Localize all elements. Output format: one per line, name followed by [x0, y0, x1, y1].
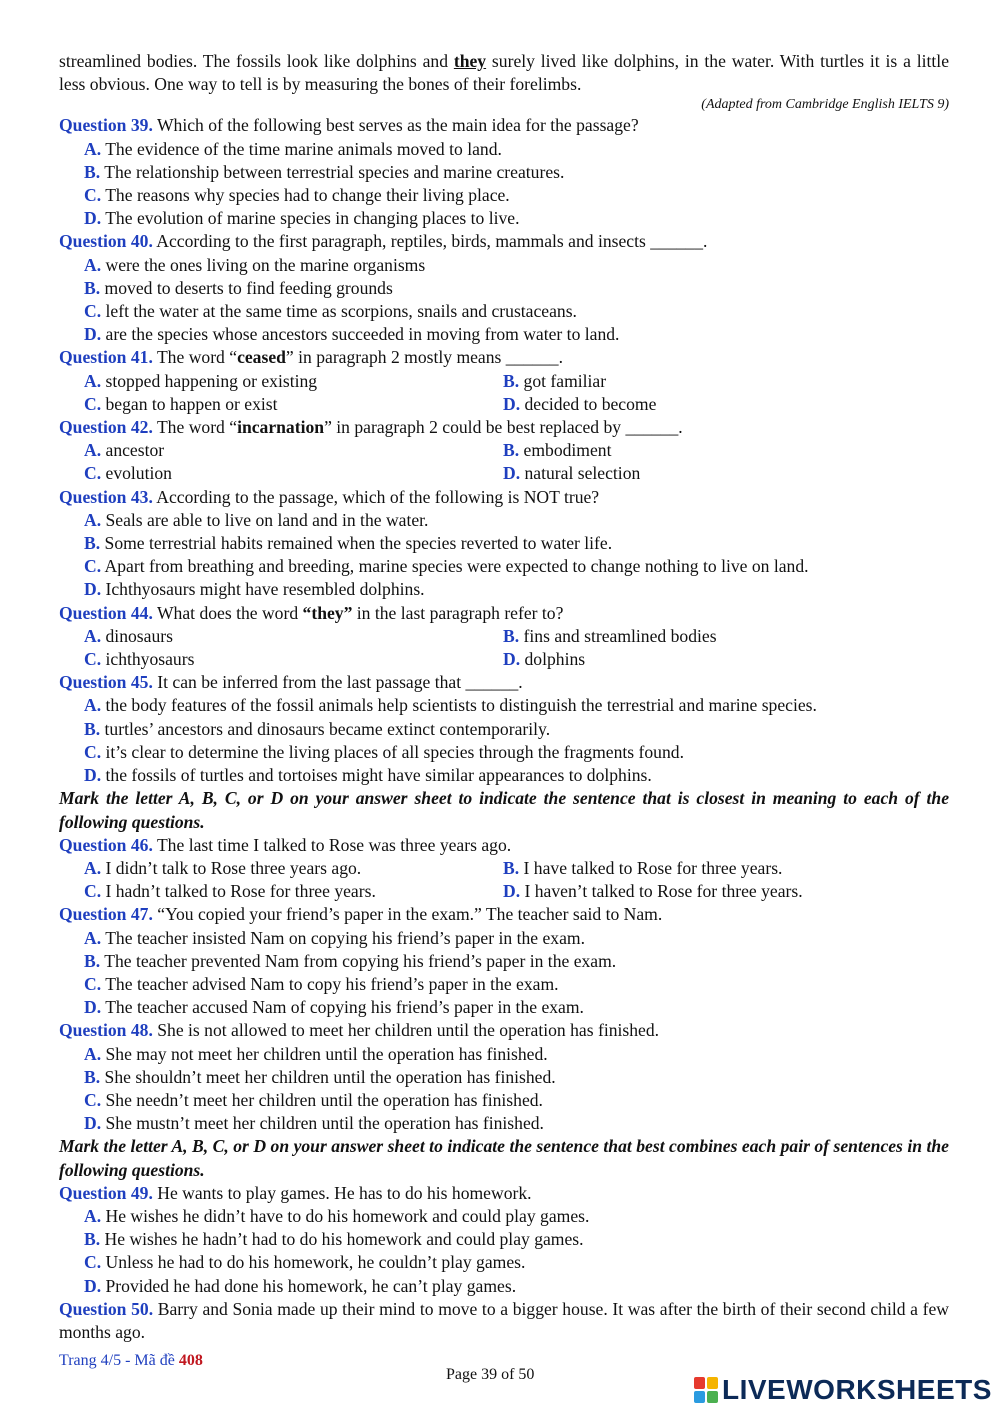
- option-letter: A.: [84, 509, 102, 530]
- question-group-combine: [59, 1182, 949, 1298]
- option-letter: B.: [503, 440, 520, 461]
- answer-option[interactable]: [59, 764, 949, 787]
- answer-option[interactable]: [59, 1043, 949, 1066]
- question-stem-line: [59, 834, 949, 857]
- question-stem: The word “: [152, 347, 238, 368]
- answer-option[interactable]: [59, 184, 949, 207]
- answer-option[interactable]: [59, 207, 949, 230]
- passage-text: surely lived like dolphins, in the water. With turtles it is a little less obvious. One way to tell is by measuring the bones of their forelimbs.: [59, 51, 949, 95]
- option-text: moved to deserts to find feeding grounds: [100, 277, 393, 298]
- option-text: She mustn’t meet her children until the operation has finished.: [101, 1113, 544, 1134]
- option-text: stopped happening or existing: [101, 370, 318, 391]
- option-row: [59, 393, 949, 416]
- answer-option[interactable]: [59, 973, 949, 996]
- option-letter: D.: [84, 1275, 102, 1296]
- answer-option[interactable]: [59, 741, 949, 764]
- question-stem: She is not allowed to meet her children until the operation has finished.: [152, 1020, 660, 1041]
- question-stem: Barry and Sonia made up their mind to move to a bigger house. It was after the birth of their second child a few months ago.: [59, 1298, 949, 1342]
- option-letter: B.: [84, 533, 101, 554]
- answer-option[interactable]: [84, 625, 503, 648]
- answer-option[interactable]: [59, 555, 949, 578]
- question-label: Question 45.: [59, 672, 153, 693]
- page-number: Page 39 of 50: [446, 1366, 535, 1383]
- question-stem: It can be inferred from the last passage that ______.: [152, 672, 523, 693]
- option-letter: C.: [84, 1252, 102, 1273]
- underlined-word-they: they: [453, 51, 487, 71]
- option-letter: C.: [84, 741, 102, 762]
- option-letter: B.: [503, 625, 520, 646]
- question-stem: “You copied your friend’s paper in the exam.” The teacher said to Nam.: [152, 904, 663, 925]
- option-letter: D.: [84, 997, 102, 1018]
- option-text: I haven’t talked to Rose for three years.: [520, 881, 803, 902]
- option-letter: D.: [84, 579, 102, 600]
- footer-page-code: [59, 1352, 203, 1370]
- option-text: left the water at the same time as scorpions, snails and crustaceans.: [101, 301, 577, 322]
- answer-option[interactable]: [84, 648, 503, 671]
- question-stem: ” in paragraph 2 mostly means ______.: [285, 347, 563, 368]
- question-stem-line: [59, 602, 949, 625]
- question-stem: The word “: [152, 417, 238, 438]
- question-stem: The last time I talked to Rose was three years ago.: [152, 834, 512, 855]
- answer-option[interactable]: [503, 439, 922, 462]
- option-letter: A.: [84, 440, 102, 461]
- answer-option[interactable]: [59, 323, 949, 346]
- option-text: natural selection: [520, 463, 641, 484]
- option-text: He wishes he hadn’t had to do his homework and could play games.: [100, 1229, 584, 1250]
- question-label: Question 47.: [59, 904, 153, 925]
- option-text: Unless he had to do his homework, he couldn’t play games.: [101, 1252, 526, 1273]
- option-text: The reasons why species had to change their living place.: [101, 185, 510, 206]
- answer-option[interactable]: [59, 1228, 949, 1251]
- question-stem-line: [59, 903, 949, 926]
- option-letter: A.: [84, 625, 102, 646]
- option-text: The teacher insisted Nam on copying his friend’s paper in the exam.: [101, 927, 585, 948]
- option-letter: B.: [503, 370, 520, 391]
- option-text: He wishes he didn’t have to do his homework and could play games.: [101, 1205, 590, 1226]
- option-letter: B.: [84, 277, 101, 298]
- option-row: [59, 625, 949, 648]
- passage-text: streamlined bodies. The fossils look like dolphins and: [59, 51, 454, 71]
- option-letter: A.: [84, 138, 102, 159]
- option-text: are the species whose ancestors succeeded in moving from water to land.: [101, 324, 620, 345]
- answer-option[interactable]: [503, 625, 922, 648]
- option-text: ancestor: [101, 440, 165, 461]
- question-label: Question 39.: [59, 115, 153, 136]
- highlighted-word: ceased: [237, 347, 286, 368]
- question-label: Question 43.: [59, 486, 153, 507]
- option-text: decided to become: [520, 393, 657, 414]
- answer-option[interactable]: [59, 578, 949, 601]
- question-stem: in the last paragraph refer to?: [352, 602, 564, 623]
- answer-option[interactable]: [503, 648, 922, 671]
- option-text: The teacher prevented Nam from copying his friend’s paper in the exam.: [100, 950, 617, 971]
- logo-text: LIVEWORKSHEETS: [722, 1374, 992, 1405]
- option-letter: A.: [84, 857, 102, 878]
- question-stem-line: [59, 1019, 949, 1042]
- option-text: Ichthyosaurs might have resembled dolphins.: [101, 579, 425, 600]
- question-label: Question 48.: [59, 1020, 153, 1041]
- logo-square: [707, 1391, 718, 1403]
- question-stem: According to the passage, which of the following is NOT true?: [152, 486, 600, 507]
- answer-option[interactable]: [59, 718, 949, 741]
- option-text: fins and streamlined bodies: [519, 625, 717, 646]
- answer-option[interactable]: [503, 370, 922, 393]
- option-text: the fossils of turtles and tortoises might have similar appearances to dolphins.: [101, 765, 652, 786]
- logo-grid-icon: [694, 1377, 718, 1403]
- answer-option[interactable]: [84, 880, 503, 903]
- question-stem-line: [59, 486, 949, 509]
- option-row: [59, 880, 949, 903]
- option-letter: D.: [503, 649, 521, 670]
- question-50: [59, 1298, 949, 1344]
- option-row: [59, 439, 949, 462]
- option-row: [59, 370, 949, 393]
- option-letter: B.: [84, 1066, 101, 1087]
- option-text: turtles’ ancestors and dinosaurs became extinct contemporarily.: [100, 718, 551, 739]
- instruction-closest-meaning: Mark the letter A, B, C, or D on your answer sheet to indicate the sentence that is closest in meaning to each of the following questions.: [59, 788, 949, 832]
- option-letter: C.: [84, 301, 102, 322]
- answer-option[interactable]: [59, 1205, 949, 1228]
- question-stem-line: [59, 671, 949, 694]
- option-letter: C.: [84, 881, 102, 902]
- answer-option[interactable]: [503, 857, 922, 880]
- option-text: The relationship between terrestrial species and marine creatures.: [100, 161, 565, 182]
- option-letter: C.: [84, 393, 102, 414]
- logo-square: [694, 1377, 705, 1389]
- answer-option[interactable]: [59, 161, 949, 184]
- question-label: Question 41.: [59, 347, 153, 368]
- option-letter: A.: [84, 695, 102, 716]
- option-letter: D.: [503, 881, 521, 902]
- answer-option[interactable]: [59, 950, 949, 973]
- option-text: it’s clear to determine the living places of all species through the fragments found.: [101, 741, 684, 762]
- question-stem: What does the word: [152, 602, 303, 623]
- option-letter: B.: [84, 1229, 101, 1250]
- answer-option[interactable]: [503, 462, 922, 485]
- option-text: Provided he had done his homework, he can’t play games.: [101, 1275, 517, 1296]
- option-letter: A.: [84, 1043, 102, 1064]
- option-letter: D.: [84, 765, 102, 786]
- liveworksheets-logo[interactable]: [694, 1375, 992, 1405]
- logo-square: [694, 1391, 705, 1403]
- highlighted-word: “they”: [302, 602, 353, 623]
- question-stem-line: [59, 114, 949, 137]
- answer-option[interactable]: [84, 462, 503, 485]
- option-text: began to happen or exist: [101, 393, 278, 414]
- option-letter: C.: [84, 649, 102, 670]
- option-text: the body features of the fossil animals help scientists to distinguish the terrestrial and marine species.: [101, 695, 817, 716]
- option-text: The evolution of marine species in changing places to live.: [101, 208, 520, 229]
- option-letter: A.: [84, 1205, 102, 1226]
- option-row: [59, 648, 949, 671]
- answer-option[interactable]: [59, 509, 949, 532]
- passage-source: (Adapted from Cambridge English IELTS 9): [701, 97, 949, 113]
- question-label: Question 40.: [59, 231, 153, 252]
- option-text: dinosaurs: [101, 625, 173, 646]
- question-label: Question 46.: [59, 834, 153, 855]
- option-text: I hadn’t talked to Rose for three years.: [101, 881, 376, 902]
- option-text: evolution: [101, 463, 172, 484]
- answer-option[interactable]: [59, 300, 949, 323]
- answer-option[interactable]: [503, 393, 922, 416]
- option-letter: D.: [84, 324, 102, 345]
- option-row: [59, 462, 949, 485]
- answer-option[interactable]: [59, 532, 949, 555]
- footer-page-text: Trang 4/5 - Mã đề: [59, 1352, 179, 1369]
- answer-option[interactable]: [59, 1251, 949, 1274]
- option-letter: D.: [84, 1113, 102, 1134]
- question-group-reading: [59, 114, 949, 787]
- answer-option[interactable]: [503, 880, 922, 903]
- option-text: The teacher advised Nam to copy his friend’s paper in the exam.: [101, 973, 559, 994]
- question-group-closest-meaning: [59, 834, 949, 1136]
- option-text: Some terrestrial habits remained when the species reverted to water life.: [100, 533, 613, 554]
- option-letter: A.: [84, 927, 102, 948]
- option-text: The teacher accused Nam of copying his friend’s paper in the exam.: [101, 997, 584, 1018]
- highlighted-word: incarnation: [237, 417, 325, 438]
- option-text: The evidence of the time marine animals moved to land.: [101, 138, 502, 159]
- option-letter: A.: [84, 254, 102, 275]
- exam-code: 408: [178, 1352, 203, 1369]
- question-stem: ” in paragraph 2 could be best replaced by ______.: [324, 417, 683, 438]
- question-stem: He wants to play games. He has to do his homework.: [152, 1182, 532, 1203]
- answer-option[interactable]: [59, 1112, 949, 1135]
- option-text: embodiment: [519, 440, 612, 461]
- option-letter: C.: [84, 556, 102, 577]
- logo-square: [707, 1377, 718, 1389]
- option-text: were the ones living on the marine organisms: [101, 254, 426, 275]
- option-text: I didn’t talk to Rose three years ago.: [101, 857, 362, 878]
- question-label: Question 50.: [59, 1298, 154, 1319]
- answer-option[interactable]: [84, 439, 503, 462]
- option-text: dolphins: [520, 649, 586, 670]
- question-stem-line: [59, 416, 949, 439]
- option-letter: B.: [84, 950, 101, 971]
- option-text: She shouldn’t meet her children until the operation has finished.: [100, 1066, 556, 1087]
- option-row: [59, 857, 949, 880]
- question-stem-line: [59, 346, 949, 369]
- question-stem-line: [59, 1182, 949, 1205]
- instruction-combine-sentences: Mark the letter A, B, C, or D on your answer sheet to indicate the sentence that best combines each pair of sentences in the following questions.: [59, 1136, 949, 1180]
- question-stem: According to the first paragraph, reptiles, birds, mammals and insects ______.: [152, 231, 708, 252]
- option-letter: C.: [84, 185, 102, 206]
- question-label: Question 49.: [59, 1182, 153, 1203]
- option-letter: C.: [84, 1089, 102, 1110]
- option-letter: B.: [84, 161, 101, 182]
- option-text: Seals are able to live on land and in the water.: [101, 509, 429, 530]
- answer-option[interactable]: [84, 393, 503, 416]
- answer-option[interactable]: [59, 254, 949, 277]
- answer-option[interactable]: [59, 694, 949, 717]
- option-letter: B.: [84, 718, 101, 739]
- passage-ending: [59, 50, 949, 96]
- option-text: got familiar: [519, 370, 607, 391]
- answer-option[interactable]: [59, 1089, 949, 1112]
- option-letter: D.: [84, 208, 102, 229]
- option-text: She needn’t meet her children until the operation has finished.: [101, 1089, 543, 1110]
- option-text: She may not meet her children until the operation has finished.: [101, 1043, 548, 1064]
- option-letter: C.: [84, 463, 102, 484]
- answer-option[interactable]: [59, 1066, 949, 1089]
- question-stem-line: [59, 230, 949, 253]
- answer-option[interactable]: [84, 857, 503, 880]
- option-letter: C.: [84, 973, 102, 994]
- option-text: Apart from breathing and breeding, marine species were expected to change nothing to live on land.: [101, 556, 809, 577]
- option-letter: B.: [503, 857, 520, 878]
- option-letter: A.: [84, 370, 102, 391]
- answer-option[interactable]: [84, 370, 503, 393]
- option-letter: D.: [503, 463, 521, 484]
- question-label: Question 42.: [59, 417, 153, 438]
- worksheet-page: [59, 50, 949, 1344]
- answer-option[interactable]: [59, 927, 949, 950]
- option-text: ichthyosaurs: [101, 649, 195, 670]
- answer-option[interactable]: [59, 138, 949, 161]
- answer-option[interactable]: [59, 277, 949, 300]
- answer-option[interactable]: [59, 1275, 949, 1298]
- option-letter: D.: [503, 393, 521, 414]
- question-label: Question 44.: [59, 602, 153, 623]
- answer-option[interactable]: [59, 996, 949, 1019]
- option-text: I have talked to Rose for three years.: [519, 857, 783, 878]
- question-stem: Which of the following best serves as the main idea for the passage?: [152, 115, 639, 136]
